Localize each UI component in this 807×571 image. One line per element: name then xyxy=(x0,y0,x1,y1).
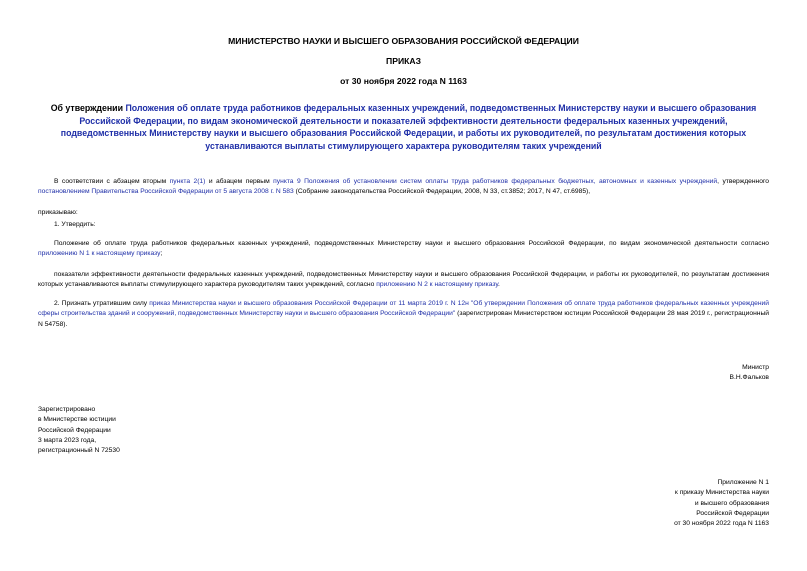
registration-line: 3 марта 2023 года, xyxy=(38,436,97,444)
registration-line: Зарегистрировано xyxy=(38,406,96,413)
preamble-text-4: (Собрание законодательства Российской Федерации, 2008, N 33, ст.3852; 2017, N 47, ст.6985), xyxy=(293,188,591,196)
para-b-text-2: . xyxy=(498,281,500,289)
preamble-link-1[interactable]: пункта 2(1) xyxy=(169,178,206,185)
para-b-text-1: показатели эффективности деятельности федеральных казенных учреждений, подведомственных Министерству науки и высшего образования Российской Федерации, и работы их руководителей, по результатам достижения которых устанавливаются выплаты стимулирующего характера руководителям таких учреждений, согласно xyxy=(38,271,769,289)
signer-position: Министр xyxy=(742,364,769,371)
appendix-1-link[interactable]: приложению N 1 к настоящему приказу xyxy=(38,250,161,258)
item-2-text-2: (зарегистрирован Министерством юстиции Российской Федерации 28 мая 2019 г., регистрационный N 54758). xyxy=(38,310,770,328)
preamble-link-3[interactable]: постановлением Правительства Российской Федерации от 5 августа 2008 г. N 583 xyxy=(38,188,294,196)
registration-line: Российской Федерации xyxy=(38,426,111,434)
title-link[interactable]: Положения об оплате труда работников федеральных казенных учреждений, подведомственных Министерству науки и высшего образования Российской Федерации, по видам экономической деятельности и показателей эффективности деятельности федеральных казенных учреждений, подведомственных Министерству науки и высшего образования Российской Федерации, и работы их руководителей, по результатам достижения которых устанавливаются выплаты стимулирующего характера руководителям таких учреждений xyxy=(60,103,757,151)
appendix-line: от 30 ноября 2022 года N 1163 xyxy=(674,520,769,528)
registration-line: регистрационный N 72530 xyxy=(38,447,120,455)
repealed-order-link[interactable]: приказ Министерства науки и высшего образования Российской Федерации от 11 марта 2019 г. N 12н "Об утверждении Положения об оплате труда работников федеральных казенных учреждений сферы строительства зданий и сооружений, подведомственных Министерству науки и высшего образования Российской Федерации" xyxy=(38,300,769,318)
item-1-heading: 1. Утвердить: xyxy=(54,221,96,228)
paragraph-regulation xyxy=(38,239,769,260)
item-2-text-1: 2. Признать утратившим силу xyxy=(54,300,150,307)
order-word: приказываю: xyxy=(38,209,78,216)
appendix-2-link[interactable]: приложению N 2 к настоящему приказу xyxy=(376,281,499,289)
registration-line: в Министерстве юстиции xyxy=(38,416,116,424)
paragraph-indicators xyxy=(38,270,769,291)
item-2-paragraph xyxy=(38,299,769,330)
signature-block xyxy=(600,363,769,384)
preamble-text-2: и абзацем первым xyxy=(205,178,274,185)
preamble-link-2[interactable]: пункта 9 Положения об установлении систем оплаты труда работников федеральных бюджетных, автономных и казенных учреждений xyxy=(273,178,718,185)
para-a-text-2: ; xyxy=(160,250,163,258)
document-title xyxy=(38,102,769,152)
title-prefix: Об утверждении xyxy=(50,103,126,113)
preamble-paragraph xyxy=(38,177,769,198)
para-a-text-1: Положение об оплате труда работников федеральных казенных учреждений, подведомственных Министерству науки и высшего образования Российской Федерации, по видам экономической деятельности согласно xyxy=(54,240,769,247)
signer-name: В.Н.Фальков xyxy=(729,374,769,382)
appendix-header xyxy=(569,478,769,529)
appendix-line: Российской Федерации xyxy=(696,509,769,517)
appendix-line: к приказу Министерства науки xyxy=(674,489,769,497)
appendix-line: Приложение N 1 xyxy=(717,479,769,486)
registration-block xyxy=(38,405,238,456)
appendix-line: и высшего образования xyxy=(694,499,769,507)
preamble-text-3: , утвержденного xyxy=(717,178,769,185)
document-date-number: от 30 ноября 2022 года N 1163 xyxy=(340,76,467,86)
ministry-heading: МИНИСТЕРСТВО НАУКИ И ВЫСШЕГО ОБРАЗОВАНИЯ РОССИЙСКОЙ ФЕДЕРАЦИИ xyxy=(228,36,579,46)
preamble-text-1: В соответствии с абзацем вторым xyxy=(54,178,170,185)
document-type: ПРИКАЗ xyxy=(386,56,421,66)
